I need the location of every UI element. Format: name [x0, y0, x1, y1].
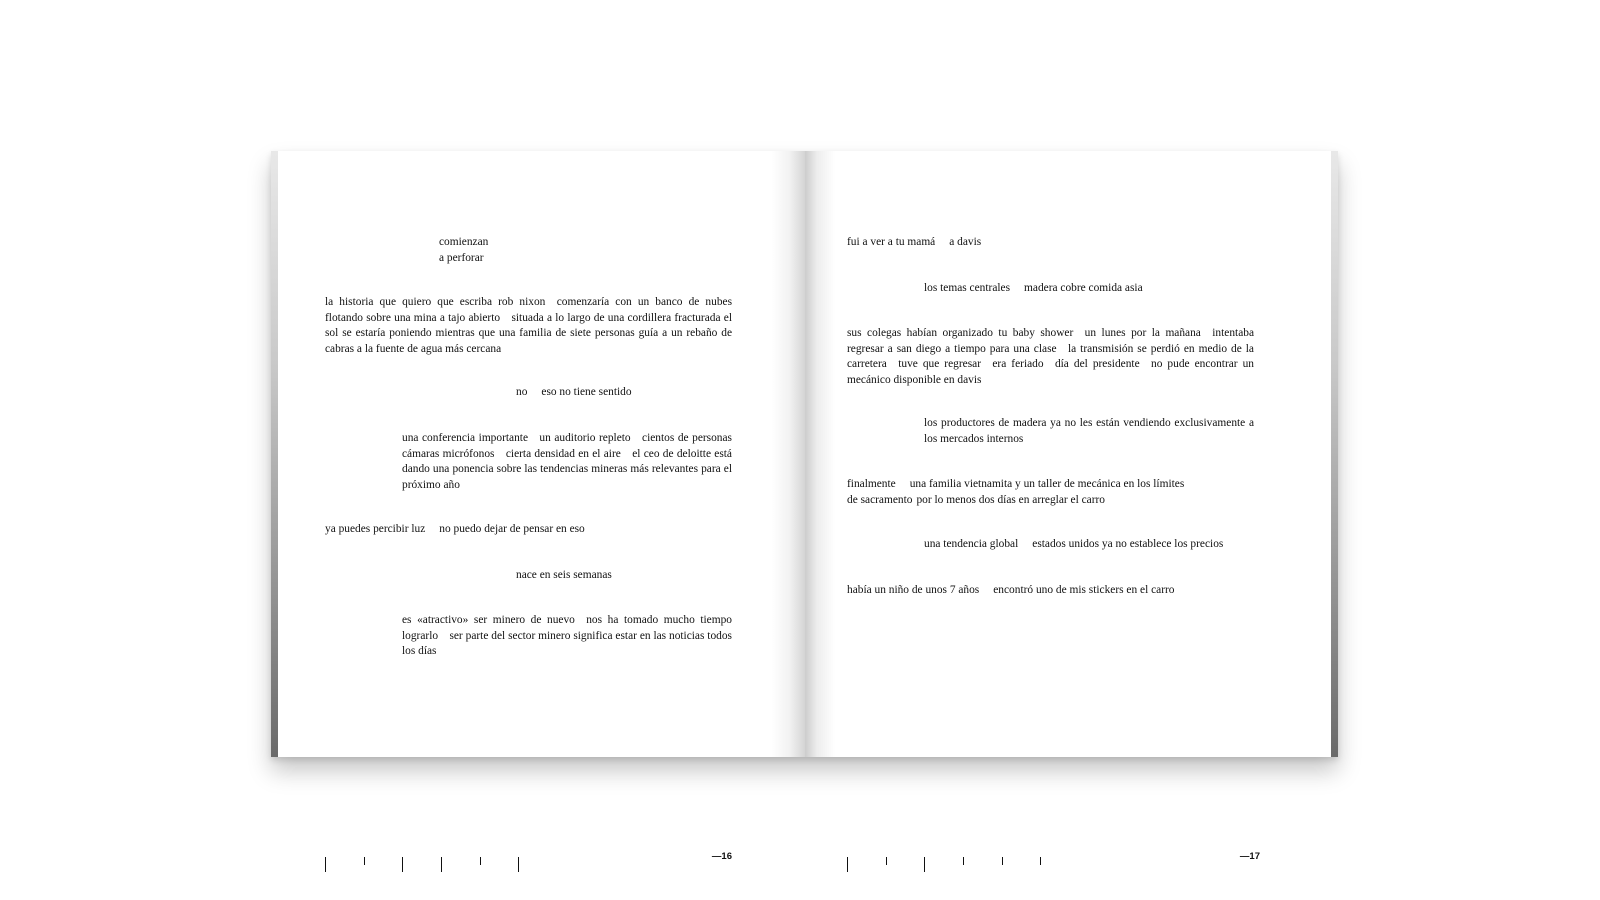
verse-no-tiene-sentido: no eso no tiene sentido — [516, 386, 632, 398]
paragraph-rob-nixon: la historia que quiero que escriba rob nixon comenzaría con un banco de nubes flotando sobre una mina a tajo abierto situada a lo largo de una cordillera fracturada el sol se estaría poniendo mientras que una familia de siete personas guía a un rebaño de cabras a la fuente de agua más cercana — [325, 296, 732, 355]
verse-fui-a-ver: fui a ver a tu mamá a davis — [847, 236, 982, 248]
paragraph-conferencia: una conferencia importante un auditorio repleto cientos de personas cámaras micrófonos cierta densidad en el aire el ceo de deloitte está dando una ponencia sobre las tendencias mineras más relevantes para el próximo año — [402, 432, 732, 491]
verse-temas-centrales: los temas centrales madera cobre comida asia — [924, 282, 1143, 294]
tick-mark — [1002, 857, 1003, 865]
gutter-shadow-right — [805, 151, 835, 757]
verse-familia-vietnamita: finalmente una familia vietnamita y un taller de mecánica en los límites de sacramento por lo menos dos días en arreglar el carro — [847, 478, 1185, 506]
tick-mark — [924, 857, 925, 872]
page-number-right: —17 — [1239, 851, 1260, 862]
paragraph-productores-madera: los productores de madera ya no les están vendiendo exclusivamente a los mercados internos — [924, 417, 1254, 445]
tick-mark — [847, 857, 848, 872]
tick-mark — [886, 857, 887, 865]
page-number-left: —16 — [711, 851, 732, 862]
page-edge-right — [1331, 151, 1338, 757]
tick-mark — [518, 857, 519, 872]
gutter-shadow-left — [771, 151, 805, 757]
left-page — [271, 151, 805, 862]
tick-mark — [441, 857, 442, 872]
page-edge-left — [271, 151, 278, 757]
verse-percibir-luz: ya puedes percibir luz no puedo dejar de pensar en eso — [325, 523, 585, 535]
tick-mark — [480, 857, 481, 865]
tick-mark — [364, 857, 365, 865]
tick-mark — [1040, 857, 1041, 865]
tick-mark — [963, 857, 964, 865]
verse-comienzan: comienzan a perforar — [439, 236, 489, 264]
verse-seis-semanas: nace en seis semanas — [516, 569, 612, 581]
paragraph-atractivo: es «atractivo» ser minero de nuevo nos ha tomado mucho tiempo lograrlo ser parte del sector minero significa estar en las noticias todos los días — [402, 614, 732, 657]
open-book — [271, 151, 1338, 862]
right-page — [805, 151, 1338, 862]
verse-nino-stickers: había un niño de unos 7 años encontró uno de mis stickers en el carro — [847, 584, 1175, 596]
verse-tendencia-global: una tendencia global estados unidos ya no establece los precios — [924, 538, 1224, 550]
tick-mark — [402, 857, 403, 872]
paragraph-baby-shower: sus colegas habían organizado tu baby shower un lunes por la mañana intentaba regresar a san diego a tiempo para una clase la transmisión se perdió en medio de la carretera tuve que regresar era feriado día del presidente no pude encontrar un mecánico disponible en davis — [847, 327, 1254, 386]
tick-mark — [325, 857, 326, 872]
